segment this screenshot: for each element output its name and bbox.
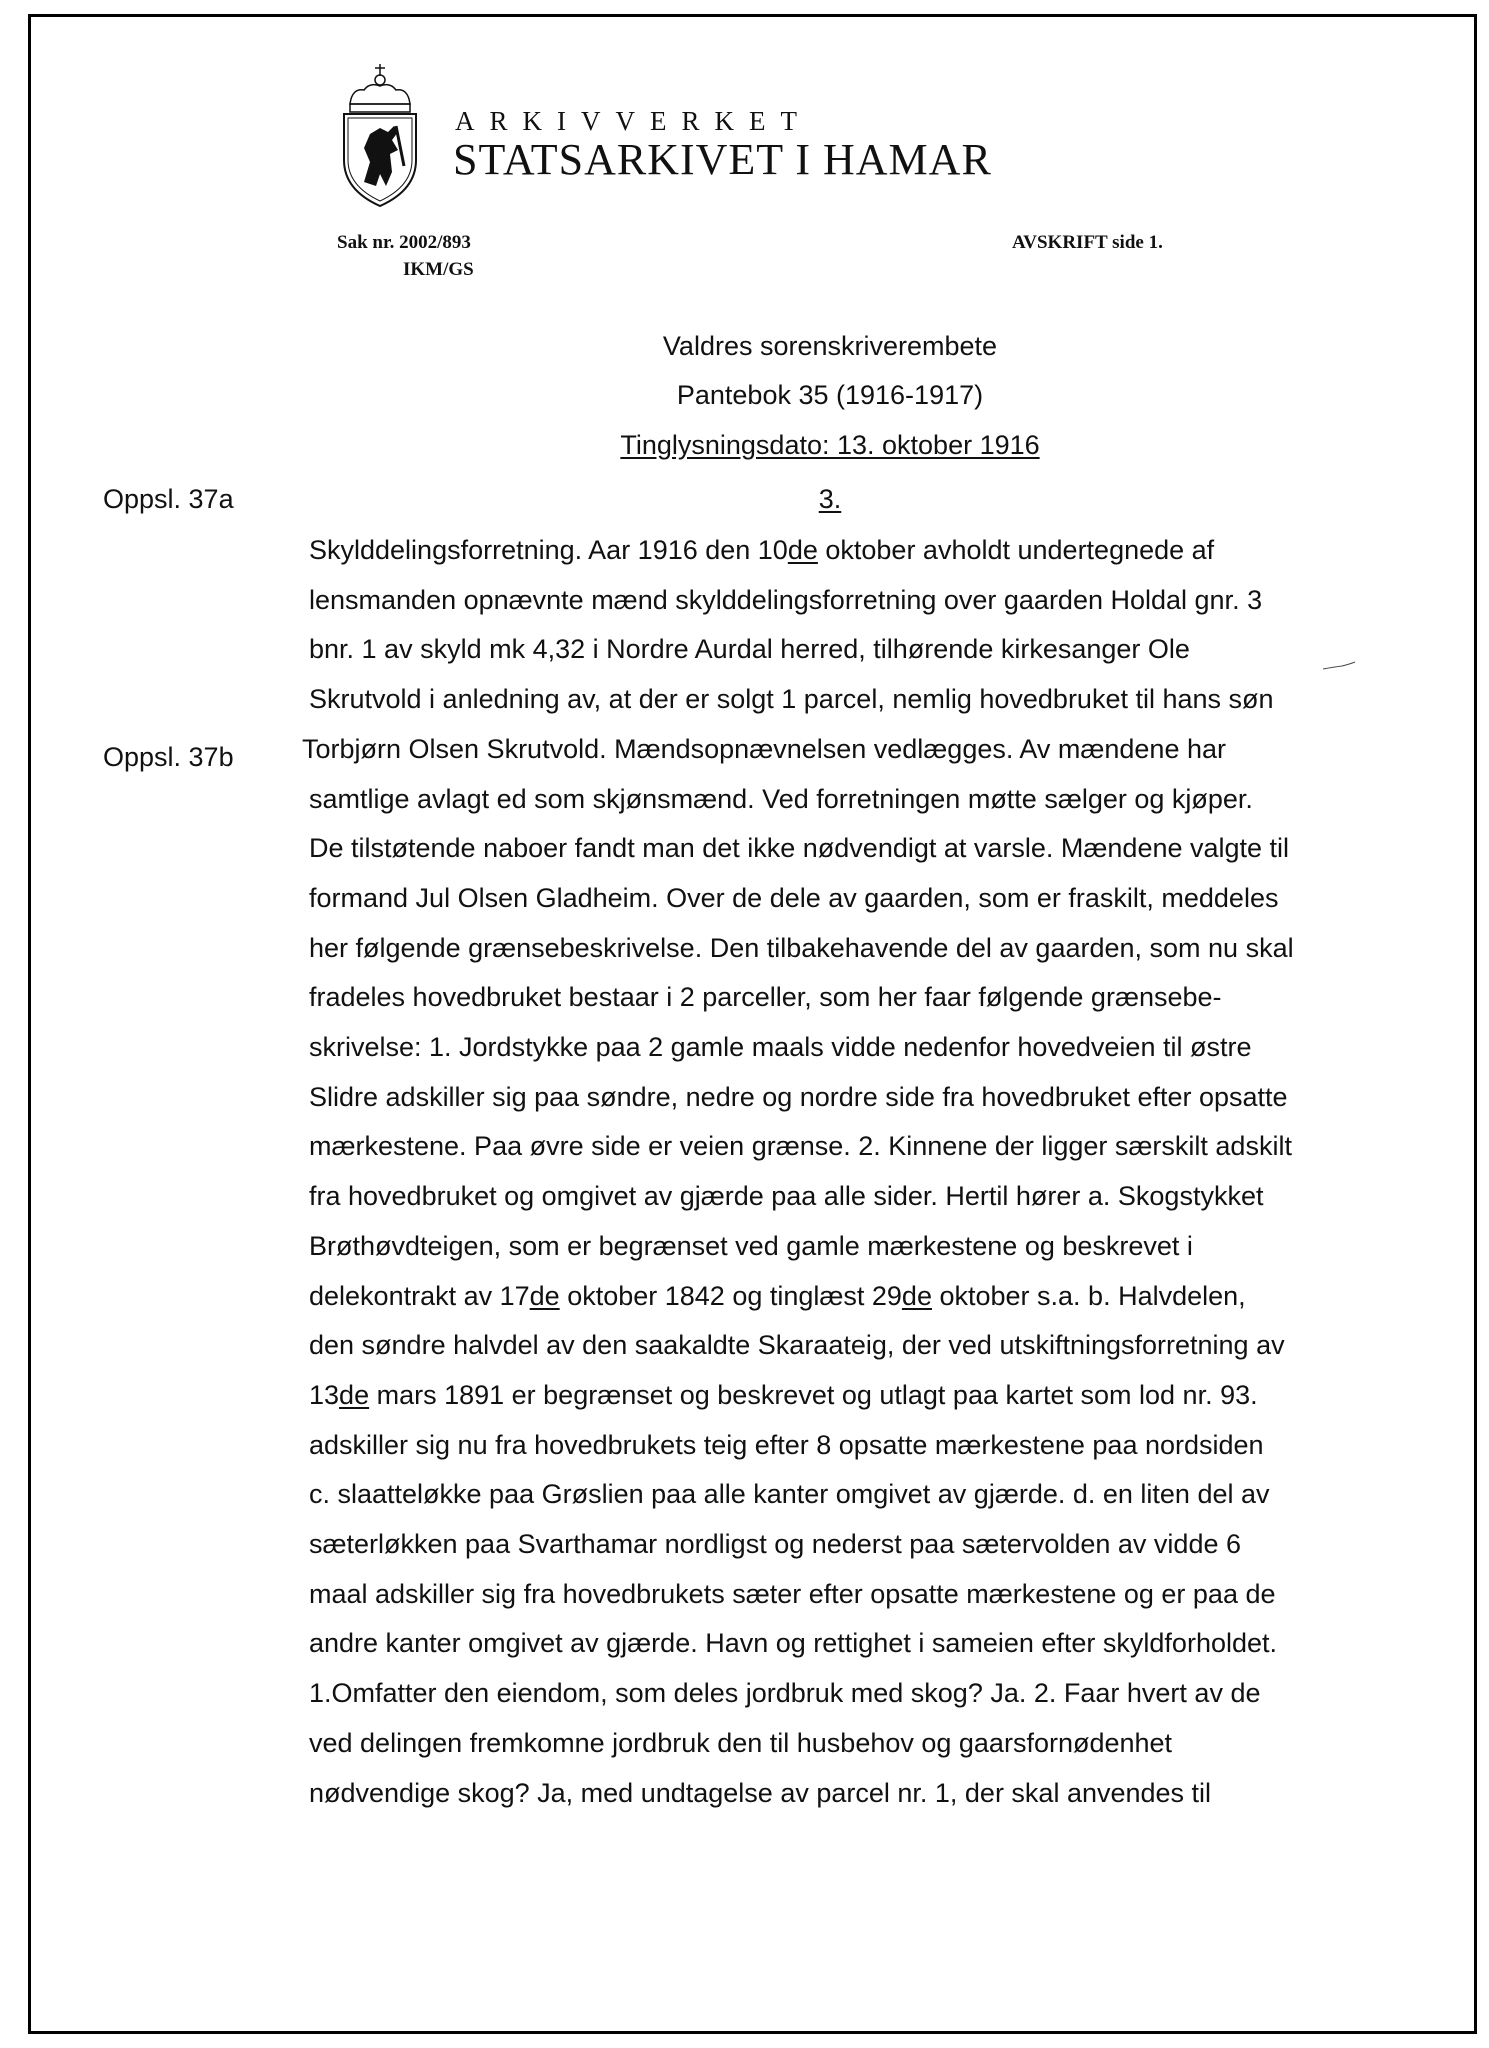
- body-line: [309, 684, 1274, 715]
- archive-org-label: ARKIVVERKET: [455, 106, 812, 136]
- body-line: [309, 883, 1278, 914]
- body-line: [309, 1778, 1211, 1809]
- body-line: [309, 1430, 1264, 1461]
- body-line: [309, 1678, 1260, 1709]
- ordinal-suffix: de: [787, 535, 818, 565]
- text-run: sæterløkken paa Svarthamar nordligst og nederst paa sætervolden av vidde 6: [309, 1529, 1242, 1559]
- text-run: oktober avholdt undertegnede af: [817, 535, 1215, 565]
- body-line: [309, 1628, 1277, 1659]
- body-line: [309, 1032, 1251, 1063]
- text-run: Torbjørn Olsen Skrutvold. Mændsopnævnelsen vedlægges. Av mændene har: [302, 734, 1226, 764]
- text-run: nødvendige skog? Ja, med undtagelse av parcel nr. 1, der skal anvendes til: [309, 1778, 1212, 1808]
- body-line: [309, 585, 1262, 616]
- text-run: c. slaatteløkke paa Grøslien paa alle kanter omgivet av gjærde. d. en liten del av: [309, 1479, 1270, 1509]
- text-run: delekontrakt av 17: [309, 1281, 530, 1311]
- ordinal-suffix: de: [901, 1281, 932, 1311]
- body-line: [309, 535, 1214, 566]
- text-run: De tilstøtende naboer fandt man det ikke nødvendigt at varsle. Mændene valgte til: [309, 833, 1290, 863]
- text-run: lensmanden opnævnte mænd skylddelingsforretning over gaarden Holdal gnr. 3: [309, 585, 1263, 615]
- initials: IKM/GS: [403, 259, 474, 280]
- text-run: mærkestene. Paa øvre side er veien grænse. 2. Kinnene der ligger særskilt adskilt: [309, 1131, 1292, 1161]
- text-run: formand Jul Olsen Gladheim. Over de dele av gaarden, som er fraskilt, meddeles: [309, 883, 1279, 913]
- office-heading: Valdres sorenskriverembete: [662, 331, 998, 361]
- text-run: maal adskiller sig fra hovedbrukets sæter efter opsatte mærkestene og er paa de: [309, 1579, 1276, 1609]
- copy-page-label: AVSKRIFT side 1.: [1012, 232, 1163, 253]
- coat-of-arms-icon: [340, 62, 420, 212]
- registration-date: Tinglysningsdato: 13. oktober 1916: [620, 430, 1040, 460]
- text-run: den søndre halvdel av den saakaldte Skaraateig, der ved utskiftningsforretning av: [309, 1330, 1285, 1360]
- text-run: ved delingen fremkomne jordbruk den til husbehov og gaarsfornødenhet: [309, 1728, 1173, 1758]
- text-run: oktober 1842 og tinglæst 29: [559, 1281, 902, 1311]
- body-line: [309, 634, 1190, 665]
- text-run: 1.Omfatter den eiendom, som deles jordbruk med skog? Ja. 2. Faar hvert av de: [309, 1678, 1261, 1708]
- margin-note: Oppsl. 37b: [103, 742, 234, 772]
- pen-mark: [1322, 661, 1356, 671]
- body-line: [309, 933, 1294, 964]
- text-run: Brøthøvdteigen, som er begrænset ved gamle mærkestene og beskrevet i: [309, 1231, 1193, 1261]
- body-line: [309, 1082, 1288, 1113]
- ordinal-suffix: de: [339, 1380, 370, 1410]
- body-line: [309, 784, 1253, 815]
- body-line: [309, 833, 1289, 864]
- book-heading: Pantebok 35 (1916-1917): [676, 380, 984, 410]
- text-run: fradeles hovedbruket bestaar i 2 parceller, som her faar følgende grænsebe-: [309, 982, 1222, 1012]
- body-line: [309, 1479, 1270, 1510]
- body-line: [302, 734, 1226, 765]
- body-line: [309, 1281, 1246, 1312]
- text-run: oktober s.a. b. Halvdelen,: [931, 1281, 1246, 1311]
- body-line: [309, 1231, 1193, 1262]
- entry-number: 3.: [818, 484, 842, 514]
- text-run: samtlige avlagt ed som skjønsmænd. Ved forretningen møtte sælger og kjøper.: [309, 784, 1253, 814]
- text-run: Skrutvold i anledning av, at der er solgt 1 parcel, nemlig hovedbruket til hans søn: [309, 684, 1274, 714]
- body-line: [309, 1330, 1285, 1361]
- body-line: [309, 982, 1222, 1013]
- ordinal-suffix: de: [529, 1281, 560, 1311]
- margin-note: Oppsl. 37a: [103, 484, 234, 514]
- body-line: [309, 1181, 1263, 1212]
- body-line: [309, 1131, 1292, 1162]
- body-line: [309, 1579, 1276, 1610]
- text-run: Skylddelingsforretning. Aar 1916 den 10: [309, 535, 788, 565]
- archive-name: STATSARKIVET I HAMAR: [453, 135, 992, 184]
- text-run: fra hovedbruket og omgivet av gjærde paa alle sider. Hertil hører a. Skogstykket: [309, 1181, 1264, 1211]
- text-run: bnr. 1 av skyld mk 4,32 i Nordre Aurdal herred, tilhørende kirkesanger Ole: [309, 634, 1190, 664]
- text-run: Slidre adskiller sig paa søndre, nedre og nordre side fra hovedbruket efter opsatte: [309, 1082, 1288, 1112]
- body-line: [309, 1380, 1258, 1411]
- body-line: [309, 1728, 1172, 1759]
- text-run: 13: [309, 1380, 340, 1410]
- text-run: andre kanter omgivet av gjærde. Havn og rettighet i sameien efter skyldforholdet.: [309, 1628, 1278, 1658]
- text-run: mars 1891 er begrænset og beskrevet og utlagt paa kartet som lod nr. 93.: [369, 1380, 1258, 1410]
- case-number: Sak nr. 2002/893: [337, 232, 471, 253]
- text-run: skrivelse: 1. Jordstykke paa 2 gamle maals vidde nedenfor hovedveien til østre: [309, 1032, 1252, 1062]
- text-run: her følgende grænsebeskrivelse. Den tilbakehavende del av gaarden, som nu skal: [309, 933, 1294, 963]
- text-run: adskiller sig nu fra hovedbrukets teig efter 8 opsatte mærkestene paa nordsiden: [309, 1430, 1264, 1460]
- body-line: [309, 1529, 1241, 1560]
